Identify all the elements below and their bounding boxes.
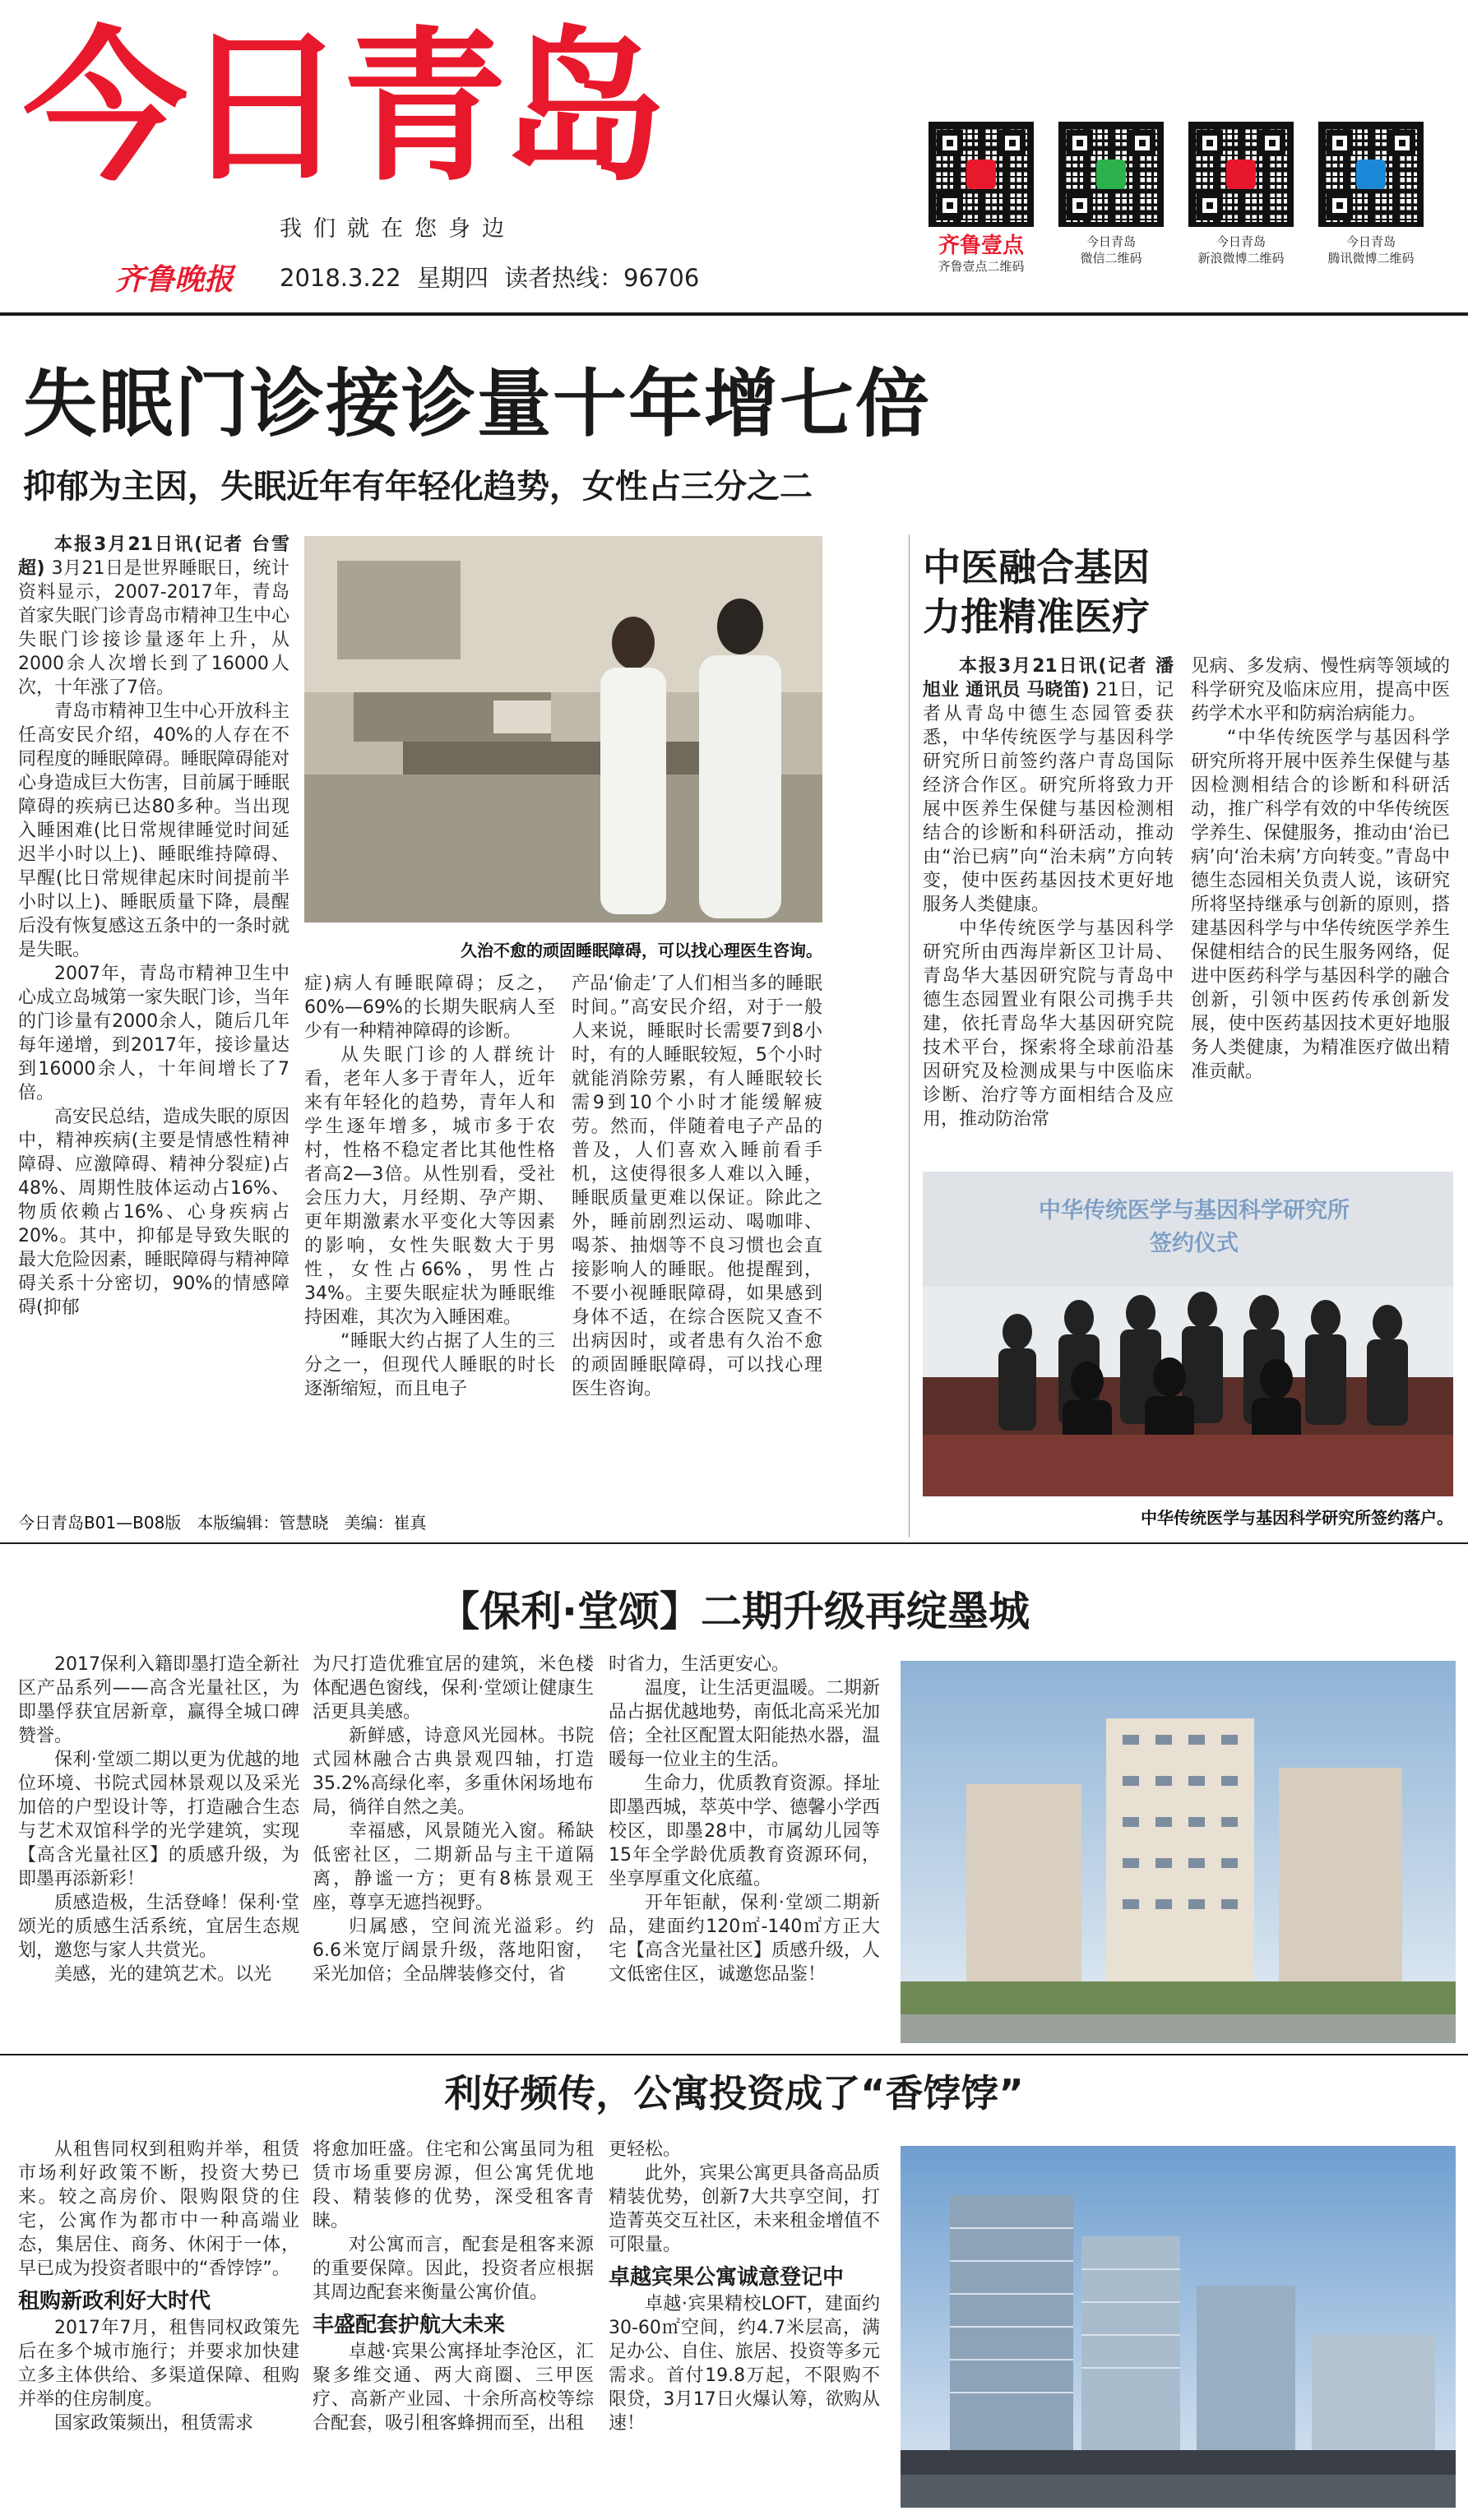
paragraph: 将愈加旺盛。住宅和公寓虽同为租赁市场重要房源，但公寓凭优地段、精装修的优势，深受租客青睐。 bbox=[313, 2139, 594, 2231]
column-divider bbox=[909, 534, 910, 1537]
paragraph: 症)病人有睡眠障碍；反之，60%—69%的长期失眠病人至少有一种精神障碍的诊断。 bbox=[304, 973, 555, 1042]
paragraph: 为尺打造优雅宜居的建筑，米色楼体配遇色窗线，保利·堂颂让健康生活更具美感。 bbox=[313, 1654, 594, 1722]
dateline-lead: 本报3月21日讯(记者 台雪超) bbox=[18, 534, 289, 579]
paragraph: 新鲜感，诗意风光园林。书院式园林融合古典景观四轴，打造35.2%高绿化率，多重休闲场地布局，徜徉自然之美。 bbox=[313, 1726, 594, 1818]
apartment-col-1 bbox=[18, 2138, 299, 2516]
qr-code-tencent[interactable] bbox=[1311, 122, 1431, 286]
paragraph: 保利·堂颂二期以更为优越的地位环境、书院式园林景观以及采光加倍的户型设计等，打造融合生态与艺术双馆科学的光学建筑，实现【高含光量社区】的质感升级，为即墨再添新彩！ bbox=[18, 1750, 299, 1889]
qr-code-icon bbox=[1058, 122, 1164, 227]
masthead-rule bbox=[0, 312, 1468, 316]
lead-col-3 bbox=[572, 972, 822, 1465]
qr-caption: 今日青岛 微信二维码 bbox=[1080, 234, 1142, 266]
lead-subhead: 抑郁为主因，失眠近年有年轻化趋势，女性占三分之二 bbox=[23, 468, 813, 506]
issue-weekday: 星期四 bbox=[416, 264, 489, 292]
paragraph: 从失眠门诊的人群统计看，老年人多于青年人，近年来有年轻化的趋势，青年人和学生逐年增多，城市多于农村，性格不稳定者比其他性格者高2—3倍。从性别看，受社会压力大，月经期、孕产期、更年期激素水平变化大等因素的影响，女性失眠数大于男性，女性占66%，男性占34%。主要失眠症状为睡眠维持困难，其次为入睡困难。 bbox=[304, 1045, 555, 1328]
paragraph: 美感，光的建筑艺术。以光 bbox=[54, 1964, 272, 1985]
paragraph bbox=[923, 654, 1174, 917]
poly-col-2 bbox=[313, 1653, 594, 2039]
paragraph: 高安民总结，造成失眠的原因中，精神疾病(主要是情感性精神障碍、应激障碍、精神分裂症)占48%、周期性肢体运动占16%、物质依赖占16%、心身疾病占20%。其中，抑郁是导致失眠的最大危险因素，睡眠障碍与精神障碍关系十分密切，90%的情感障碍(抑郁 bbox=[18, 1107, 290, 1318]
masthead-title: 今日青岛 bbox=[23, 12, 662, 204]
paragraph-text: 3月21日是世界睡眠日，统计资料显示，2007-2017年，青岛首家失眠门诊青岛市精神卫生中心失眠门诊接诊量逐年上升，从2000余人次增长到了16000人次，十年涨了7倍。 bbox=[18, 558, 290, 698]
paragraph: 生命力，优质教育资源。择址即墨西城，萃英中学、德馨小学西校区，即墨28中，市属幼儿园等15年全学龄优质教育资源环伺，坐享厚重文化底蕴。 bbox=[609, 1773, 881, 1889]
qilu-brand: 齐鲁壹点 bbox=[938, 234, 1024, 258]
lead-photo bbox=[304, 536, 822, 922]
side-photo bbox=[923, 1172, 1453, 1496]
apartment-render-photo bbox=[901, 2146, 1456, 2508]
apartment-col-3 bbox=[609, 2138, 880, 2516]
reader-hotline: 读者热线：96706 bbox=[504, 264, 700, 292]
paragraph-text: 21日，记者从青岛中德生态园管委获悉，中华传统医学与基因科学研究所日前签约落户青岛国际经济合作区。研究所将致力开展中医养生保健与基因检测相结合的诊断和科研活动，推动由“治已病”向“治未病”方向转变，使中医药基因技术更好地服务人类健康。 bbox=[923, 680, 1174, 915]
paragraph: 从租售同权到租购并举，租赁市场利好政策不断，投资大势已来。较之高房价、限购限贷的住宅，公寓作为都市中一种高端业态，集居住、商务、休闲于一体，早已成为投资者眼中的“香饽饽”。 bbox=[18, 2139, 299, 2279]
paragraph: 见病、多发病、慢性病等领域的科学研究及临床应用，提高中医药学术水平和防病治病能力。 bbox=[1191, 656, 1450, 724]
lead-col-1 bbox=[18, 533, 289, 1462]
paragraph: 中华传统医学与基因科学研究所由西海岸新区卫计局、青岛华大基因研究院与青岛中德生态园置业有限公司携手共建，依托青岛华大基因研究院技术平台，探索将全球前沿基因研究及检测成果与中医临床诊断、治疗等方面相结合及应用，推动防治常 bbox=[923, 918, 1174, 1130]
qr-caption: 今日青岛 新浪微博二维码 bbox=[1197, 234, 1285, 266]
ceremony-banner-text: 中华传统医学与基因科学研究所 签约仪式 bbox=[1039, 1198, 1350, 1256]
qr-code-icon bbox=[1318, 122, 1424, 227]
apartment-subhead-2: 丰盛配套护航大未来 bbox=[313, 2313, 506, 2337]
paragraph: 2017保利入籍即墨打造全新社区产品系列——高含光量社区，为即墨俘获宜居新章，赢得全城口碑赞誉。 bbox=[18, 1654, 299, 1746]
dateline bbox=[280, 260, 699, 294]
side-col-b bbox=[1191, 654, 1450, 1164]
qr-code-sina[interactable] bbox=[1181, 122, 1301, 286]
poly-col-3 bbox=[609, 1653, 880, 2039]
side-story-title: 中医融合基因 力推精准医疗 bbox=[923, 545, 1150, 639]
apartment-col-2 bbox=[313, 2138, 594, 2516]
qr-label bbox=[938, 234, 1024, 275]
lead-col-2 bbox=[304, 972, 555, 1465]
residential-building-illustration bbox=[901, 1661, 1456, 2043]
masthead-slogan: 我们就在您身边 bbox=[280, 216, 516, 242]
paragraph: 卓越·宾果精校LOFT，建面约30-60㎡空间，约4.7米层高，满足办公、自住、旅居、投资等多元需求。首付19.8万起，不限购不限贷，3月17日火爆认筹，欲购从速！ bbox=[609, 2294, 881, 2434]
paragraph: 时省力，生活更安心。 bbox=[609, 1654, 790, 1675]
qr-code-icon bbox=[1188, 122, 1294, 227]
paragraph: 归属感，空间流光溢彩。约6.6米宽厅阔景升级，落地阳窗，采光加倍；全品牌装修交付，省 bbox=[313, 1917, 594, 1985]
apartment-title: 利好频传，公寓投资成了“香饽饽” bbox=[444, 2071, 1024, 2115]
paragraph: 开年钜献，保利·堂颂二期新品，建面约120㎡-140㎡方正大宅【高含光量社区】质感升级，人文低密住区，诚邀您品鉴！ bbox=[609, 1893, 881, 1985]
paragraph: 质感造极，生活登峰！保利·堂颂光的质感生活系统，宜居生态规划，邀您与家人共赏光。 bbox=[18, 1893, 299, 1961]
paragraph: 青岛市精神卫生中心开放科主任高安民介绍，40%的人存在不同程度的睡眠障碍。睡眠障碍能对心身造成巨大伤害，目前属于睡眠障碍的疾病已达80多种。当出现入睡困难(比日常规律睡觉时间延迟半小时以上)、睡眠维持障碍、早醒(比日常规律起床时间提前半小时以上)、睡眠质量下降，晨醒后没有恢复感这五条中的一条时就是失眠。 bbox=[18, 701, 290, 960]
paragraph: 幸福感，风景随光入窗。稀缺低密社区，二期新品与主干道隔离，静谧一方；更有8栋景观王座，尊享无遮挡视野。 bbox=[313, 1821, 594, 1913]
paragraph: 产品‘偷走’了人们相当多的睡眠时间。”高安民介绍，对于一般人来说，睡眠时长需要7到8小时，有的人睡眠较短，5个小时就能消除劳累，有人睡眠较长需9到10个小时才能缓解疲劳。然而，伴随着电子产品的普及，人们喜欢入睡前看手机，这使得很多人难以入睡，睡眠质量更难以保证。除此之外，睡前剧烈运动、喝咖啡、喝茶、抽烟等不良习惯也会直接影响人的睡眠。他提醒到，不要小视睡眠障碍，如果感到身体不适，在综合医院又查不出病因时，或者患有久治不愈的顽固睡眠障碍，可以找心理医生咨询。 bbox=[572, 973, 822, 1399]
poly-title: 【保利·堂颂】二期升级再绽墨城 bbox=[438, 1588, 1030, 1635]
paragraph: “睡眠大约占据了人生的三分之一，但现代人睡眠的时长逐渐缩短，而且电子 bbox=[304, 1331, 555, 1399]
poly-col-1 bbox=[18, 1653, 299, 2039]
apartment-tower-illustration bbox=[901, 2146, 1456, 2508]
paragraph: 2007年，青岛市精神卫生中心成立岛城第一家失眠门诊，当年的门诊量有2000余人，随后几年每年递增，到2017年，接诊量达到16000余人，十年间增长了7倍。 bbox=[18, 964, 290, 1103]
qr-caption: 齐鲁壹点二维码 bbox=[938, 259, 1025, 274]
poly-render-photo bbox=[901, 1661, 1456, 2043]
qr-code-wechat[interactable] bbox=[1051, 122, 1171, 286]
clinic-photo-illustration bbox=[304, 536, 822, 922]
paragraph: 此外，宾果公寓更具备高品质精装优势，创新7大共享空间，打造菁英交互社区，未来租金增值不可限量。 bbox=[609, 2163, 881, 2255]
lead-photo-caption: 久治不愈的顽固睡眠障碍，可以找心理医生咨询。 bbox=[461, 941, 822, 960]
qr-code-row bbox=[921, 122, 1431, 286]
dateline-lead: 本报3月21日讯(记者 潘旭业 通讯员 马晓笛) bbox=[923, 656, 1174, 701]
qr-caption: 今日青岛 腾讯微博二维码 bbox=[1327, 234, 1415, 266]
qr-code-qilu[interactable] bbox=[921, 122, 1041, 286]
paragraph bbox=[18, 533, 289, 700]
paragraph: “中华传统医学与基因科学研究所将开展中医养生保健与基因检测相结合的诊断和科研活动，推广科学有效的中华传统医学养生、保健服务，推动由‘治已病’向‘治未病’方向转变。”青岛中德生态园相关负责人说，该研究所将坚持继承与创新的原则，搭建基因科学与中华传统医学养生保健相结合的民生服务网络，促进中医药科学与基因科学的融合创新，引领中医药传承创新发展，使中医药基因技术更好地服务人类健康，为精准医疗做出精准贡献。 bbox=[1191, 728, 1450, 1082]
lead-headline: 失眠门诊接诊量十年增七倍 bbox=[23, 361, 931, 447]
paragraph: 对公寓而言，配套是租客来源的重要保障。因此，投资者应根据其周边配套来衡量公寓价值。 bbox=[313, 2235, 594, 2303]
apartment-subhead-1: 租购新政利好大时代 bbox=[18, 2289, 211, 2314]
paragraph: 卓越·宾果公寓择址李沧区，汇聚多维交通、两大商圈、三甲医疗、高新产业园、十余所高校等综合配套，吸引租客蜂拥而至，出租 bbox=[313, 2342, 594, 2434]
paragraph: 国家政策频出，租赁需求 bbox=[54, 2413, 254, 2434]
apartment-subhead-3: 卓越宾果公寓诚意登记中 bbox=[609, 2265, 845, 2290]
brand-logo: 齐鲁晚报 bbox=[115, 262, 234, 297]
qr-code-icon bbox=[928, 122, 1034, 227]
paragraph: 2017年7月，租售同权政策先后在多个城市施行；并要求加快建立多主体供给、多渠道保障、租购并举的住房制度。 bbox=[18, 2318, 299, 2410]
issue-date: 2018.3.22 bbox=[280, 264, 401, 292]
paragraph: 更轻松。 bbox=[609, 2139, 682, 2160]
paragraph: 温度，让生活更温暖。二期新品占据优越地势，南低北高采光加倍；全社区配置太阳能热水器，温暖每一位业主的生活。 bbox=[609, 1678, 881, 1770]
page-credits: 今日青岛B01—B08版 本版编辑：管慧晓 美编：崔真 bbox=[18, 1513, 427, 1533]
section-rule bbox=[0, 1542, 1468, 1544]
side-photo-caption: 中华传统医学与基因科学研究所签约落户。 bbox=[1141, 1508, 1453, 1528]
side-col-a bbox=[923, 654, 1174, 1164]
section-rule bbox=[0, 2054, 1468, 2055]
